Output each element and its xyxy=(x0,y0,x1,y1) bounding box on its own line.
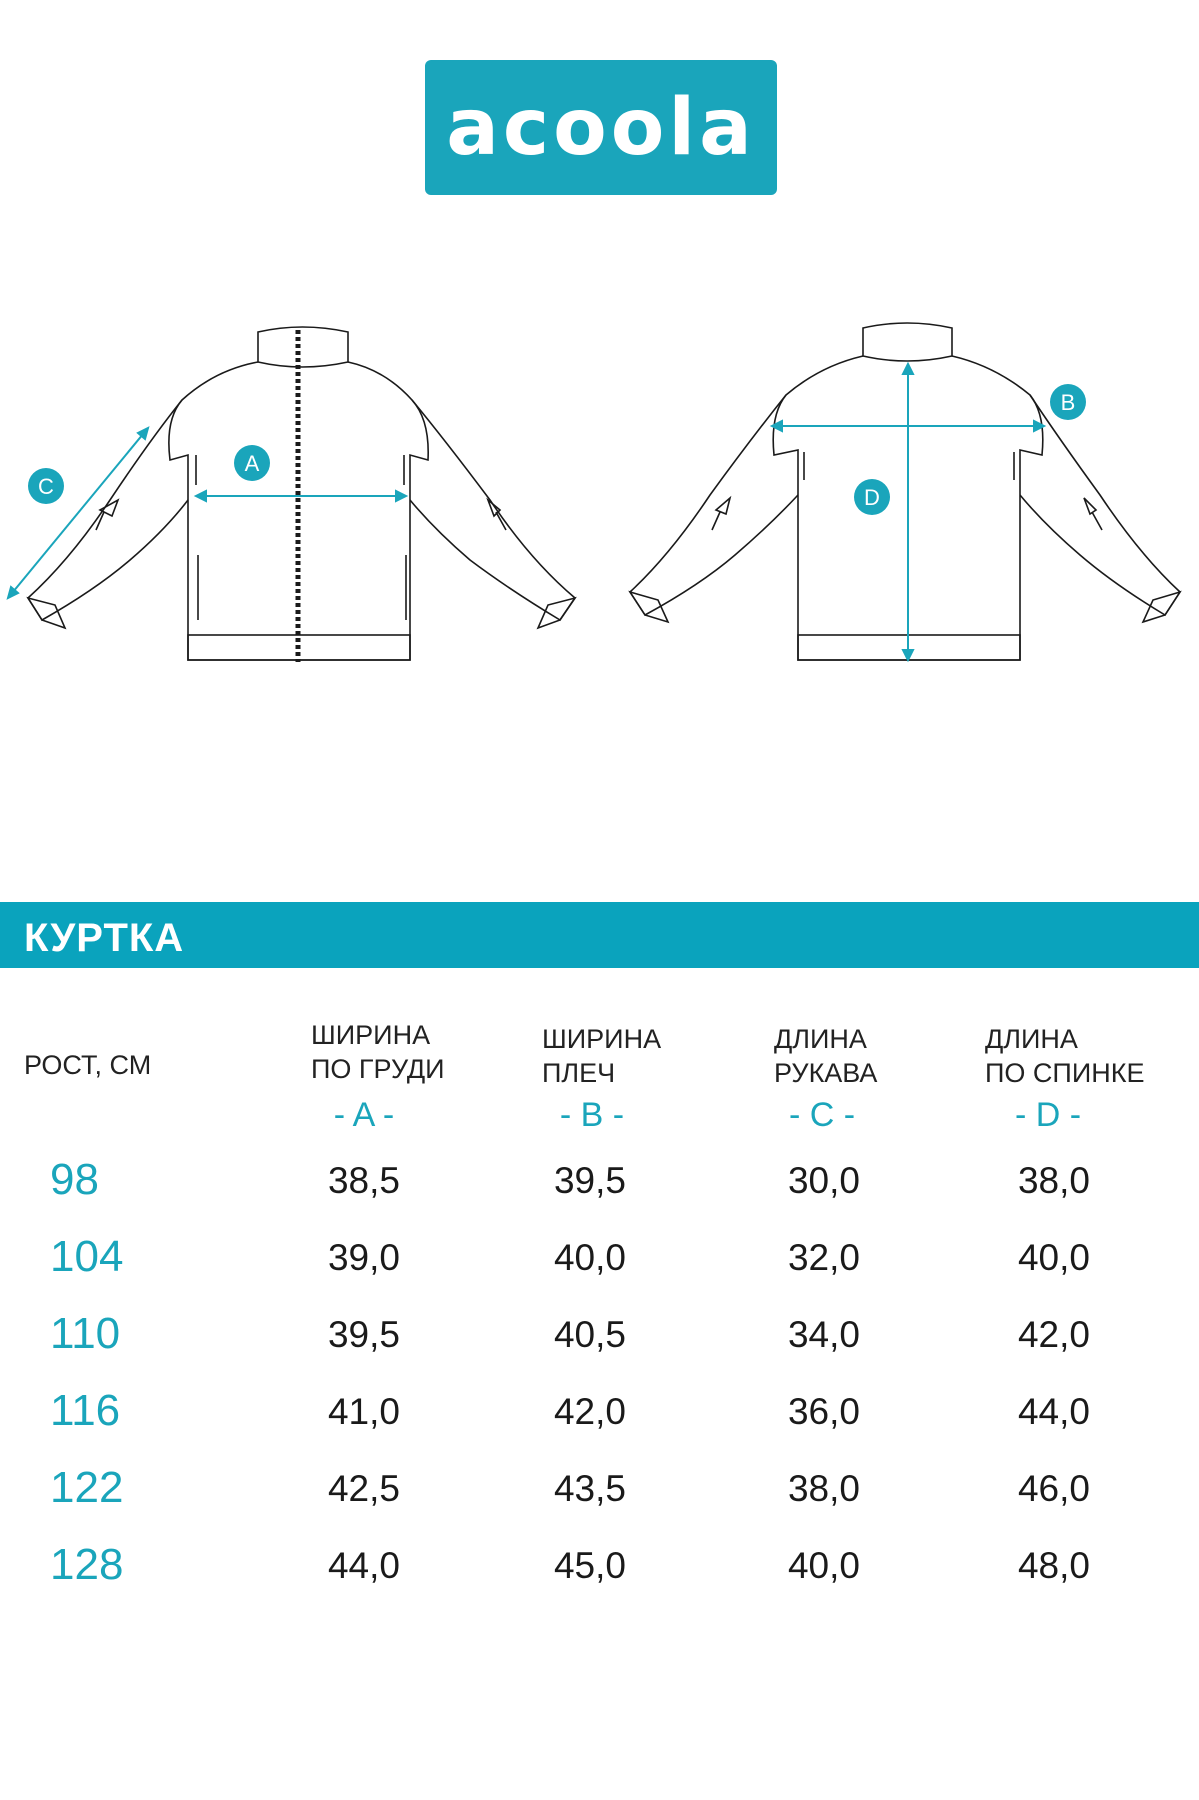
column-code-d: - D - xyxy=(1014,1096,1082,1134)
column-header-c-line2: РУКАВА xyxy=(774,1058,878,1088)
brand-logo-text: acoola xyxy=(446,82,756,173)
table-row xyxy=(0,1381,1199,1451)
value-a: 44,0 xyxy=(327,1545,400,1586)
value-b: 42,0 xyxy=(553,1391,626,1432)
height-value: 128 xyxy=(50,1540,124,1589)
height-header: РОСТ, СМ xyxy=(24,1050,152,1080)
value-d: 46,0 xyxy=(1017,1468,1090,1509)
height-value: 104 xyxy=(50,1232,124,1281)
marker-b-label: B xyxy=(1060,390,1076,415)
value-c: 38,0 xyxy=(787,1468,860,1509)
column-header-c-line1: ДЛИНА xyxy=(774,1024,867,1054)
column-header-b xyxy=(542,1022,661,1090)
value-a: 41,0 xyxy=(327,1391,400,1432)
jacket-drawing xyxy=(0,300,1199,680)
table-row xyxy=(0,1304,1199,1374)
section-title: КУРТКА xyxy=(24,916,185,960)
height-value: 110 xyxy=(50,1309,121,1358)
column-header-b-line1: ШИРИНА xyxy=(542,1024,662,1054)
value-d: 44,0 xyxy=(1017,1391,1090,1432)
value-c: 32,0 xyxy=(787,1237,860,1278)
table-row xyxy=(0,1535,1199,1605)
height-value: 98 xyxy=(50,1155,99,1204)
brand-logo xyxy=(425,60,777,195)
value-d: 48,0 xyxy=(1017,1545,1090,1586)
value-a: 38,5 xyxy=(327,1160,400,1201)
value-b: 40,5 xyxy=(553,1314,626,1355)
value-d: 38,0 xyxy=(1017,1160,1090,1201)
value-c: 40,0 xyxy=(787,1545,860,1586)
column-code-a: - A - xyxy=(333,1096,395,1134)
column-header-a xyxy=(311,1018,445,1086)
column-header-b-line2: ПЛЕЧ xyxy=(542,1058,616,1088)
value-b: 43,5 xyxy=(553,1468,626,1509)
value-a: 39,0 xyxy=(327,1237,400,1278)
column-header-a-line1: ШИРИНА xyxy=(311,1020,431,1050)
value-d: 42,0 xyxy=(1017,1314,1090,1355)
column-header-d-line2: ПО СПИНКЕ xyxy=(985,1058,1145,1088)
table-row xyxy=(0,1458,1199,1528)
value-c: 30,0 xyxy=(787,1160,860,1201)
column-header-d-line1: ДЛИНА xyxy=(985,1024,1078,1054)
section-band xyxy=(0,902,1199,968)
value-a: 39,5 xyxy=(327,1314,400,1355)
front-view xyxy=(28,327,575,662)
value-c: 34,0 xyxy=(787,1314,860,1355)
column-code-b: - B - xyxy=(559,1096,625,1134)
column-header-d xyxy=(985,1022,1144,1090)
value-c: 36,0 xyxy=(787,1391,860,1432)
value-b: 39,5 xyxy=(553,1160,626,1201)
column-header-a-line2: ПО ГРУДИ xyxy=(311,1054,445,1084)
table-row xyxy=(0,1150,1199,1220)
table-row xyxy=(0,1227,1199,1297)
marker-c-label: C xyxy=(38,474,54,499)
column-code-c: - C - xyxy=(788,1096,856,1134)
marker-a-label: A xyxy=(244,451,260,476)
height-value: 116 xyxy=(50,1386,121,1435)
column-header-c xyxy=(774,1022,877,1090)
marker-d-label: D xyxy=(864,485,880,510)
value-b: 40,0 xyxy=(553,1237,626,1278)
value-a: 42,5 xyxy=(327,1468,400,1509)
value-b: 45,0 xyxy=(553,1545,626,1586)
value-d: 40,0 xyxy=(1017,1237,1090,1278)
height-value: 122 xyxy=(50,1463,124,1512)
